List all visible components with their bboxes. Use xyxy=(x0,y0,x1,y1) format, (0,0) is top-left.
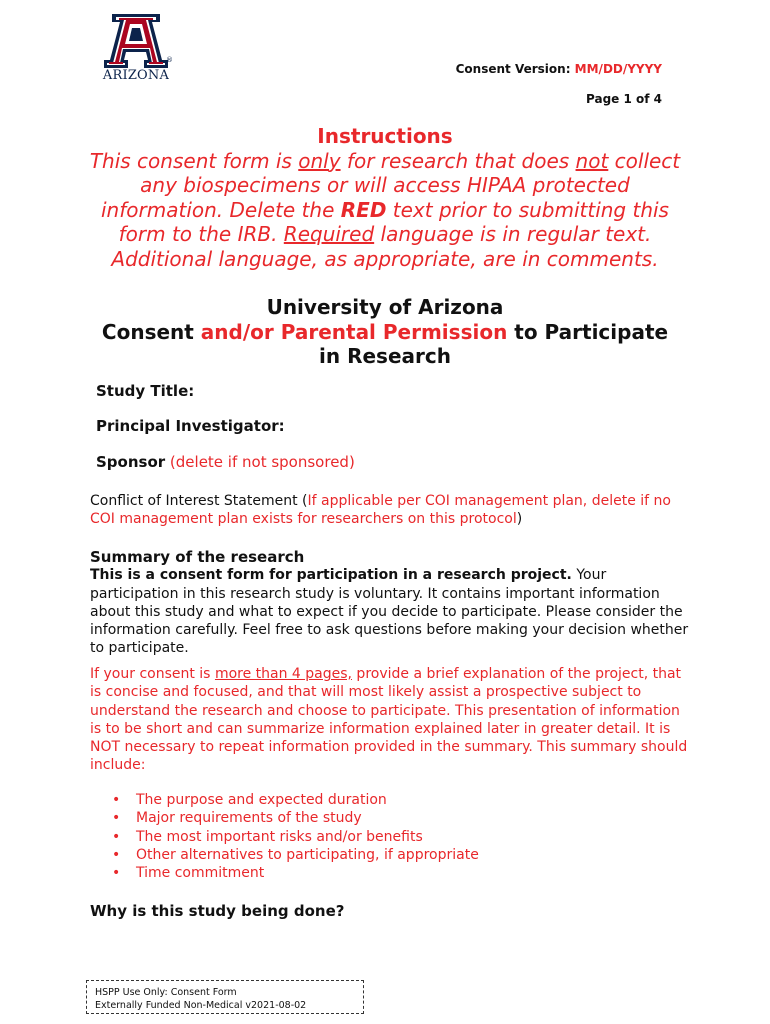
instructions-text: language is in regular text. Additional language, as appropriate, are in comments. xyxy=(111,222,659,271)
instructions-red: RED xyxy=(340,197,387,222)
footer-line-1: HSPP Use Only: Consent Form xyxy=(95,987,237,998)
coi-label: Conflict of Interest Statement ( xyxy=(90,493,308,509)
study-title-field: Study Title: xyxy=(96,382,195,400)
list-item: • Other alternatives to participating, if appropriate xyxy=(110,846,479,864)
why-study-heading: Why is this study being done? xyxy=(90,902,345,920)
summary-section xyxy=(90,548,690,658)
registered-mark: ® xyxy=(166,56,173,64)
summary-heading: Summary of the research xyxy=(90,548,305,566)
consent-version xyxy=(456,62,662,76)
consent-version-value: MM/DD/YYYY xyxy=(574,62,662,76)
summary-instructions xyxy=(90,665,690,775)
instructions-text: text prior to submitting this form to the IRB. xyxy=(118,197,669,246)
conflict-of-interest-statement xyxy=(90,492,690,529)
list-item: • Time commitment xyxy=(110,864,479,882)
summary-lead: This is a consent form for participation in a research project. xyxy=(90,567,572,584)
title-line-2 xyxy=(60,320,710,345)
list-item: • The purpose and expected duration xyxy=(110,791,479,809)
instructions-block xyxy=(80,124,690,271)
summary-extra-underlined: more than 4 pages, xyxy=(214,666,352,682)
document-title xyxy=(60,295,710,369)
title-parental-permission: and/or Parental Permission xyxy=(200,319,508,344)
title-line-3: in Research xyxy=(319,344,451,368)
summary-extra-text: provide a brief explanation of the project, that is concise and focused, and that will most likely assist a prospective subject to understand the research and choose to participate. This presentation of information is to be short and can summarize information explained later in greater detail. It is NOT necessary to repeat information provided in the summary. This summary should include: xyxy=(90,666,688,774)
summary-extra-text: If your consent is xyxy=(90,666,215,682)
sponsor-label: Sponsor xyxy=(96,453,166,471)
instructions-text: for research that does xyxy=(340,148,576,173)
title-consent: Consent xyxy=(101,319,201,344)
title-participate: to Participate xyxy=(507,319,669,344)
list-item: • Major requirements of the study xyxy=(110,809,479,827)
hspp-footer-box xyxy=(86,980,364,1014)
coi-close: ) xyxy=(516,511,523,528)
coi-note: If applicable per COI management plan, delete if no COI management plan exists for researchers on this protocol xyxy=(90,493,671,528)
sponsor-field xyxy=(96,453,355,471)
list-item: • The most important risks and/or benefits xyxy=(110,828,479,846)
instructions-text: This consent form is xyxy=(89,148,299,173)
logo-wordmark: ARIZONA xyxy=(102,68,170,83)
footer-line-2: Externally Funded Non-Medical v2021-08-02 xyxy=(95,999,307,1011)
page-number: Page 1 of 4 xyxy=(586,92,662,106)
summary-body: Your participation in this research study is voluntary. It contains important information about this study and what to expect if you decide to participate. Please consider the information carefully. Feel free to ask questions before making your decision whether to participate. xyxy=(90,567,689,657)
sponsor-note: (delete if not sponsored) xyxy=(165,453,355,471)
instructions-not: not xyxy=(575,148,609,173)
instructions-only: only xyxy=(298,148,341,173)
instructions-required: Required xyxy=(283,222,375,246)
instructions-title: Instructions xyxy=(317,124,453,148)
consent-version-label: Consent Version: xyxy=(455,62,575,76)
summary-bullet-list xyxy=(110,791,479,882)
title-line-1: University of Arizona xyxy=(266,295,504,319)
instructions-text: collect any biospecimens or will access HIPAA protected information. Delete the xyxy=(101,148,681,222)
principal-investigator-field: Principal Investigator: xyxy=(96,417,285,435)
